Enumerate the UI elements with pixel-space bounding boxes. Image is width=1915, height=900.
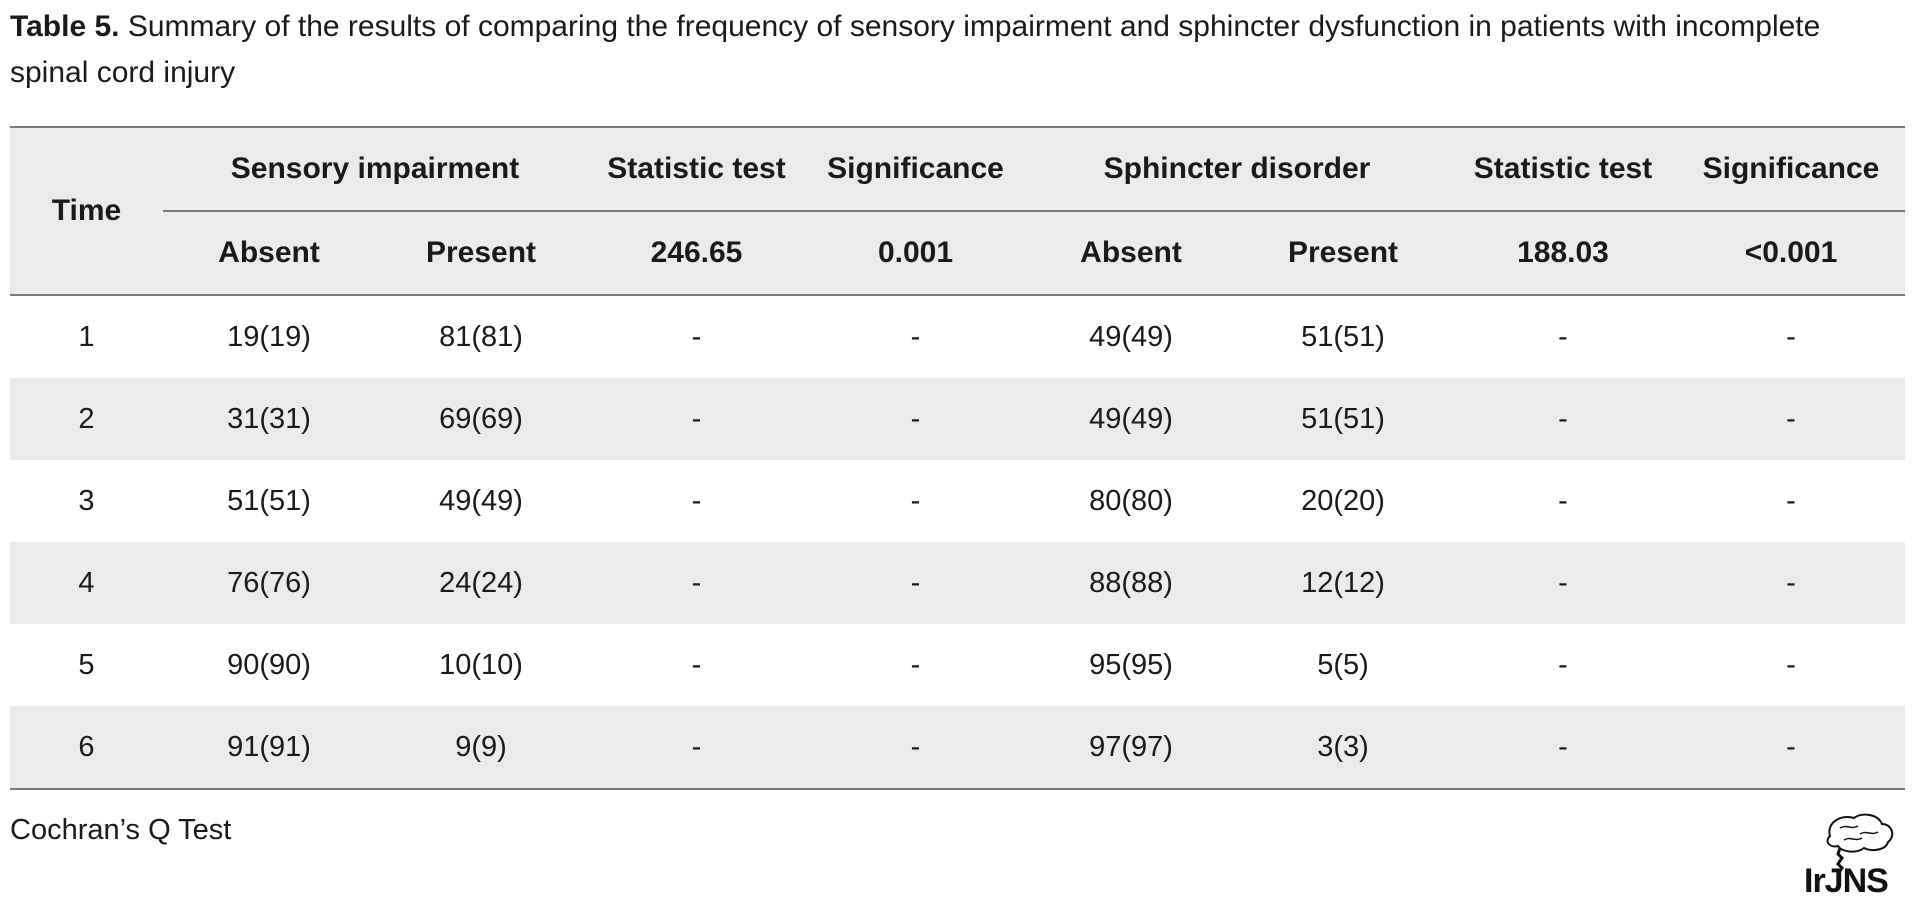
table-row bbox=[10, 460, 1905, 542]
table-row bbox=[10, 542, 1905, 624]
header-time: Time bbox=[10, 127, 163, 295]
cell-time: 4 bbox=[10, 542, 163, 624]
cell-sphincter-present: 5(5) bbox=[1317, 648, 1369, 681]
cell-sensory-present: 10(10) bbox=[439, 648, 523, 681]
cell-statistic-test-2: - bbox=[1558, 648, 1568, 681]
cell-significance-1: - bbox=[910, 648, 921, 681]
cell-sensory-present: 49(49) bbox=[439, 484, 523, 517]
cell-time: 1 bbox=[78, 320, 95, 353]
cell-sphincter-present: 12(12) bbox=[1237, 542, 1449, 624]
cell-statistic-test-2: - bbox=[1449, 378, 1677, 460]
cell-time: 6 bbox=[10, 706, 163, 789]
table-row bbox=[10, 378, 1905, 460]
header-sphincter-present: Present bbox=[1237, 211, 1449, 295]
cell-statistic-test-1: - bbox=[691, 648, 702, 681]
header-sphincter-absent: Absent bbox=[1025, 211, 1237, 295]
cell-sensory-absent: 51(51) bbox=[227, 484, 311, 517]
cell-sphincter-absent: 88(88) bbox=[1025, 542, 1237, 624]
cell-statistic-test-2: - bbox=[1449, 542, 1677, 624]
cell-significance-2: - bbox=[1677, 706, 1905, 789]
logo-text: IrJNS bbox=[1804, 862, 1888, 896]
caption-text: Summary of the results of comparing the frequency of sensory impairment and sphincter dysfunction in patients with incomplete spinal cord injury bbox=[10, 10, 1821, 89]
header-sphincter-disorder: Sphincter disorder bbox=[1025, 127, 1449, 211]
cell-sensory-present: 9(9) bbox=[375, 706, 587, 789]
caption-label: Table 5. bbox=[10, 10, 120, 43]
table-row bbox=[10, 295, 1905, 378]
header-sensory-impairment: Sensory impairment bbox=[163, 127, 587, 211]
cell-time: 3 bbox=[78, 484, 95, 517]
cell-time: 2 bbox=[10, 378, 163, 460]
header-sensory-absent: Absent bbox=[163, 211, 375, 295]
table-header bbox=[10, 127, 1905, 295]
cell-significance-2: - bbox=[1786, 484, 1796, 517]
header-significance-value-1: 0.001 bbox=[806, 211, 1025, 295]
cell-sphincter-absent: 49(49) bbox=[1089, 320, 1173, 353]
header-statistic-value-2: 188.03 bbox=[1449, 211, 1677, 295]
cell-sensory-absent: 31(31) bbox=[163, 378, 375, 460]
cell-sensory-absent: 76(76) bbox=[163, 542, 375, 624]
cell-time: 5 bbox=[78, 648, 95, 681]
header-statistic-test-2: Statistic test bbox=[1449, 127, 1677, 211]
header-row-1 bbox=[10, 127, 1905, 211]
header-row-2 bbox=[10, 211, 1905, 295]
cell-significance-1: - bbox=[806, 706, 1025, 789]
cell-sphincter-present: 3(3) bbox=[1237, 706, 1449, 789]
cell-significance-1: - bbox=[806, 378, 1025, 460]
cell-statistic-test-1: - bbox=[691, 484, 702, 517]
results-table-container bbox=[10, 126, 1905, 790]
cell-statistic-test-1: - bbox=[587, 706, 806, 789]
cell-statistic-test-2: - bbox=[1449, 706, 1677, 789]
cell-significance-2: - bbox=[1677, 378, 1905, 460]
cell-sphincter-present: 20(20) bbox=[1301, 484, 1385, 517]
cell-sensory-present: 69(69) bbox=[375, 378, 587, 460]
header-significance-2: Significance bbox=[1677, 127, 1905, 211]
cell-significance-2: - bbox=[1786, 320, 1796, 353]
table-body bbox=[10, 295, 1905, 789]
cell-statistic-test-1: - bbox=[691, 320, 702, 353]
cell-sensory-absent: 90(90) bbox=[227, 648, 311, 681]
table-caption bbox=[10, 4, 1905, 96]
cell-statistic-test-2: - bbox=[1558, 484, 1568, 517]
header-statistic-value-1: 246.65 bbox=[587, 211, 806, 295]
header-significance-value-2: <0.001 bbox=[1677, 211, 1905, 295]
cell-sphincter-absent: 95(95) bbox=[1089, 648, 1173, 681]
cell-sensory-absent: 91(91) bbox=[163, 706, 375, 789]
cell-significance-2: - bbox=[1786, 648, 1796, 681]
header-significance-1: Significance bbox=[806, 127, 1025, 211]
cell-sphincter-absent: 49(49) bbox=[1025, 378, 1237, 460]
cell-sphincter-present: 51(51) bbox=[1237, 378, 1449, 460]
cell-statistic-test-1: - bbox=[587, 378, 806, 460]
cell-significance-1: - bbox=[910, 320, 921, 353]
table-footnote: Cochran’s Q Test bbox=[10, 814, 232, 846]
results-table bbox=[10, 126, 1905, 790]
header-sensory-present: Present bbox=[375, 211, 587, 295]
cell-sphincter-absent: 80(80) bbox=[1089, 484, 1173, 517]
cell-significance-1: - bbox=[806, 542, 1025, 624]
table-row bbox=[10, 624, 1905, 706]
cell-sphincter-absent: 97(97) bbox=[1025, 706, 1237, 789]
cell-statistic-test-2: - bbox=[1558, 320, 1568, 353]
cell-sensory-present: 24(24) bbox=[375, 542, 587, 624]
cell-sensory-absent: 19(19) bbox=[227, 320, 311, 353]
journal-logo-icon bbox=[1800, 810, 1908, 896]
header-statistic-test-1: Statistic test bbox=[587, 127, 806, 211]
table-row bbox=[10, 706, 1905, 789]
cell-statistic-test-1: - bbox=[587, 542, 806, 624]
cell-significance-2: - bbox=[1677, 542, 1905, 624]
cell-sphincter-present: 51(51) bbox=[1301, 320, 1385, 353]
cell-significance-1: - bbox=[910, 484, 921, 517]
cell-sensory-present: 81(81) bbox=[439, 320, 523, 353]
